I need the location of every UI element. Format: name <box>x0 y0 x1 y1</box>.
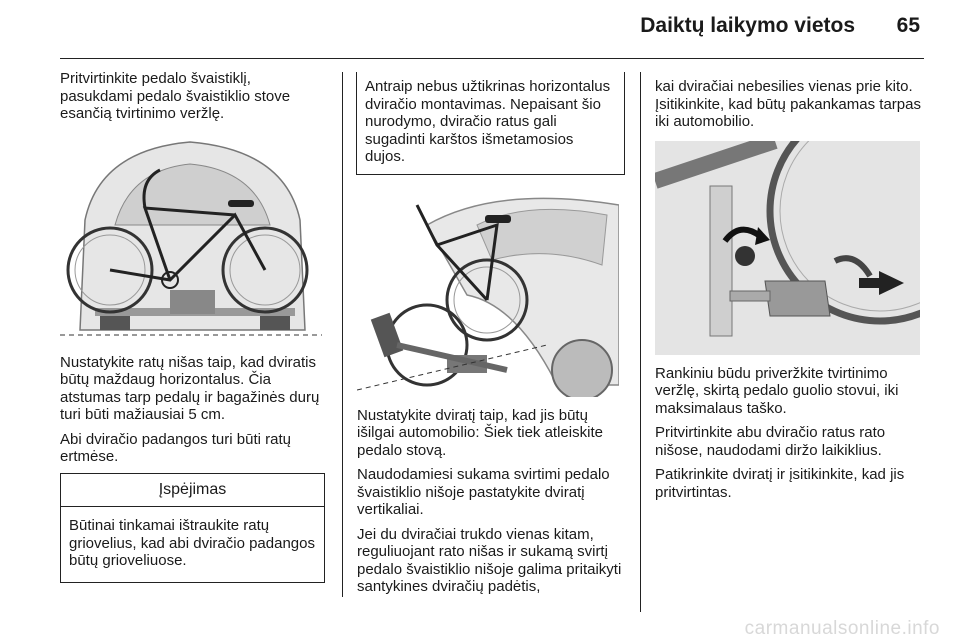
page-title: Daiktų laikymo vietos <box>640 14 855 37</box>
paragraph: Nustatykite dviratį taip, kad jis būtų išilgai automobilio: Šiek tiek atleiskite pedalo stovą. <box>357 406 603 459</box>
paragraph: Pritvirtinkite abu dviračio ratus rato nišose, naudodami diržo laikiklius. <box>655 424 886 459</box>
bike-rear-view-illustration <box>60 130 322 344</box>
paragraph: Pritvirtinkite pedalo švaistiklį, pasukdami pedalo švaistiklio stove esančią tvirtinimo veržlę. <box>60 70 291 122</box>
column-2 <box>357 72 625 603</box>
warning-text: Būtinai tinkamai ištraukite ratų griovelius, kad abi dviračio padangos būtų grioveliuose. <box>69 517 315 569</box>
bike-side-view-illustration <box>357 185 619 397</box>
paragraph: Nustatykite ratų nišas taip, kad dviratis būtų maždaug horizontalus. Čia atstumas tarp pedalų ir bagažinės durų turi būti mažiausiai 5 cm. <box>60 353 320 423</box>
column-divider-1 <box>342 72 343 597</box>
paragraph: Naudodamiesi sukama svirtimi pedalo švaistiklio nišoje pastatykite dviratį vertikaliai. <box>357 466 610 518</box>
paragraph: Rankiniu būdu priveržkite tvirtinimo veržlę, skirtą pedalo guolio stovui, iki maksimalaus taško. <box>655 364 899 417</box>
page-header <box>0 0 960 60</box>
watermark: carmanualsonline.info <box>744 618 940 639</box>
paragraph: Abi dviračio padangos turi būti ratų ertmėse. <box>60 430 291 465</box>
paragraph: kai dviračiai nebesilies vienas prie kito. Įsitikinkite, kad būtų pakankamas tarpas iki automobilio. <box>655 78 921 130</box>
column-1 <box>60 70 325 583</box>
paragraph: Patikrinkite dviratį ir įsitikinkite, kad jis pritvirtintas. <box>655 466 905 501</box>
pedal-holder-detail-illustration <box>655 141 920 355</box>
column-3 <box>655 78 923 508</box>
warning-title: Įspėjimas <box>61 474 324 508</box>
header-rule <box>60 58 924 59</box>
column-divider-2 <box>640 72 641 612</box>
warning-continuation-box: Antraip nebus užtikrinas horizontalus dviračio montavimas. Nepaisant šio nurodymo, dviračio ratus gali sugadinti karštos išmetamosios dujos. <box>356 72 625 175</box>
warning-box <box>60 473 325 583</box>
paragraph: Jei du dviračiai trukdo vienas kitam, reguliuojant rato nišas ir sukamą svirtį pedalo švaistiklio nišoje galima pritaikyti santykines dviračių padėtis, <box>357 525 622 595</box>
page-number: 65 <box>896 14 920 37</box>
